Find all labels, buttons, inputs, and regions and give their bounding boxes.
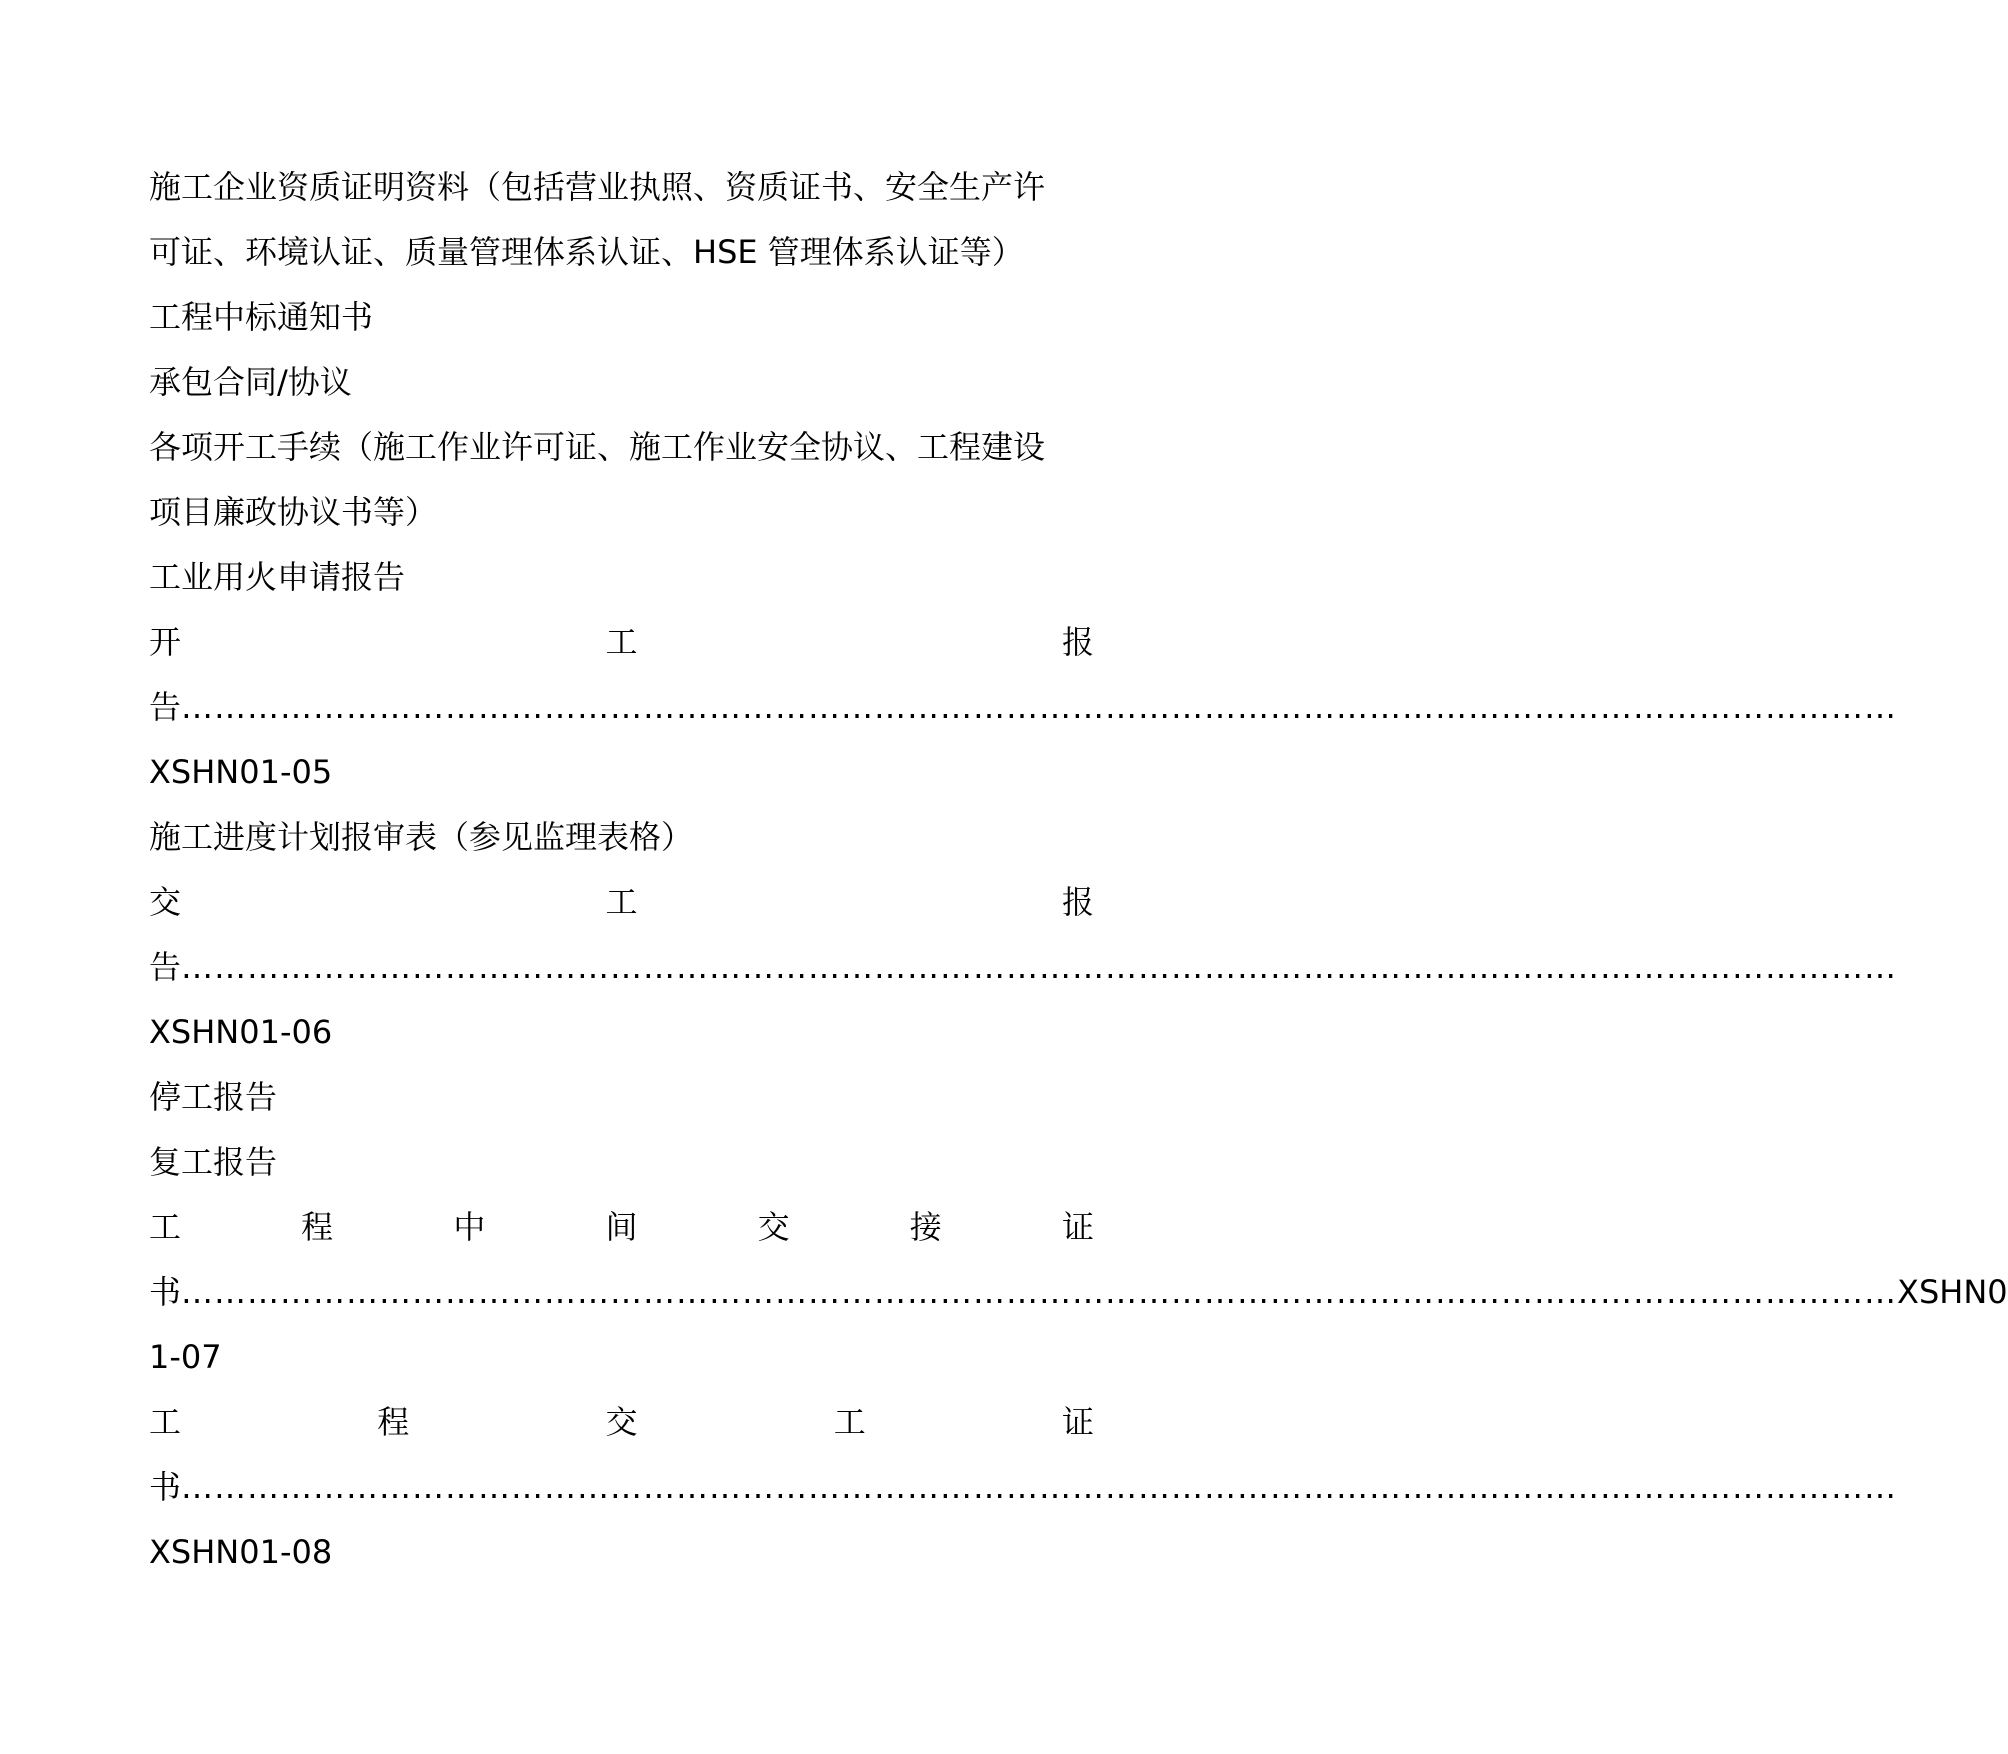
dot-leader: ………………………………………………………………………………………………………………………………………… (181, 1468, 1898, 1506)
procedures-line-1: 各项开工手续（施工作业许可证、施工作业安全协议、工程建设 (149, 428, 1046, 466)
interim-certificate-char: 程 (301, 1208, 334, 1246)
start-report-char: 开 (149, 623, 182, 661)
interim-certificate-char: 接 (909, 1208, 942, 1246)
interim-certificate-char: 工 (149, 1208, 182, 1246)
bid-notice-item: 工程中标通知书 (149, 298, 374, 336)
handover-certificate-char: 工 (833, 1403, 866, 1441)
contract-item: 承包合同/协议 (149, 363, 352, 401)
start-report-char: 工 (605, 623, 638, 661)
handover-report-char: 报 (1061, 883, 1094, 921)
handover-report-char: 交 (149, 883, 182, 921)
schedule-item: 施工进度计划报审表（参见监理表格） (149, 818, 694, 856)
dot-leader: ………………………………………………………………………………………………………………………………………… (181, 688, 1898, 726)
start-report-code: XSHN01-05 (149, 753, 333, 791)
handover-report-leader-line (149, 935, 1898, 1000)
handover-certificate-char: 交 (605, 1403, 638, 1441)
interim-certificate-code-wrap: 1-07 (149, 1338, 222, 1376)
handover-certificate-code: XSHN01-08 (149, 1533, 333, 1571)
qualification-line-1: 施工企业资质证明资料（包括营业执照、资质证书、安全生产许 (149, 168, 1046, 206)
interim-certificate-code-end: XSHN0 (1897, 1273, 2008, 1311)
procedures-line-2: 项目廉政协议书等） (149, 493, 438, 531)
interim-certificate-char: 中 (453, 1208, 486, 1246)
qualification-line-2: 可证、环境认证、质量管理体系认证、HSE 管理体系认证等） (149, 233, 1024, 271)
start-report-leader-line (149, 675, 1898, 740)
handover-report-spread-line (149, 870, 1094, 935)
stop-report-item: 停工报告 (149, 1078, 278, 1116)
handover-certificate-char: 证 (1061, 1403, 1094, 1441)
handover-certificate-last-char: 书 (149, 1468, 182, 1506)
resume-report-item: 复工报告 (149, 1143, 278, 1181)
handover-report-code: XSHN01-06 (149, 1013, 333, 1051)
interim-certificate-leader-line (149, 1260, 2008, 1325)
dot-leader: ………………………………………………………………………………………………………………………………………… (181, 1273, 1898, 1311)
start-report-char: 报 (1061, 623, 1094, 661)
start-report-spread-line (149, 610, 1094, 675)
interim-certificate-char: 间 (605, 1208, 638, 1246)
interim-certificate-last-char: 书 (149, 1273, 182, 1311)
document-page (149, 155, 2008, 1585)
fire-application-item: 工业用火申请报告 (149, 558, 406, 596)
handover-certificate-spread-line (149, 1390, 1094, 1455)
start-report-last-char: 告 (149, 688, 182, 726)
handover-certificate-leader-line (149, 1455, 1898, 1520)
interim-certificate-char: 证 (1061, 1208, 1094, 1246)
interim-certificate-spread-line (149, 1195, 1094, 1260)
handover-certificate-char: 工 (149, 1403, 182, 1441)
dot-leader: ………………………………………………………………………………………………………………………………………… (181, 948, 1898, 986)
handover-report-last-char: 告 (149, 948, 182, 986)
handover-certificate-char: 程 (377, 1403, 410, 1441)
interim-certificate-char: 交 (757, 1208, 790, 1246)
handover-report-char: 工 (605, 883, 638, 921)
